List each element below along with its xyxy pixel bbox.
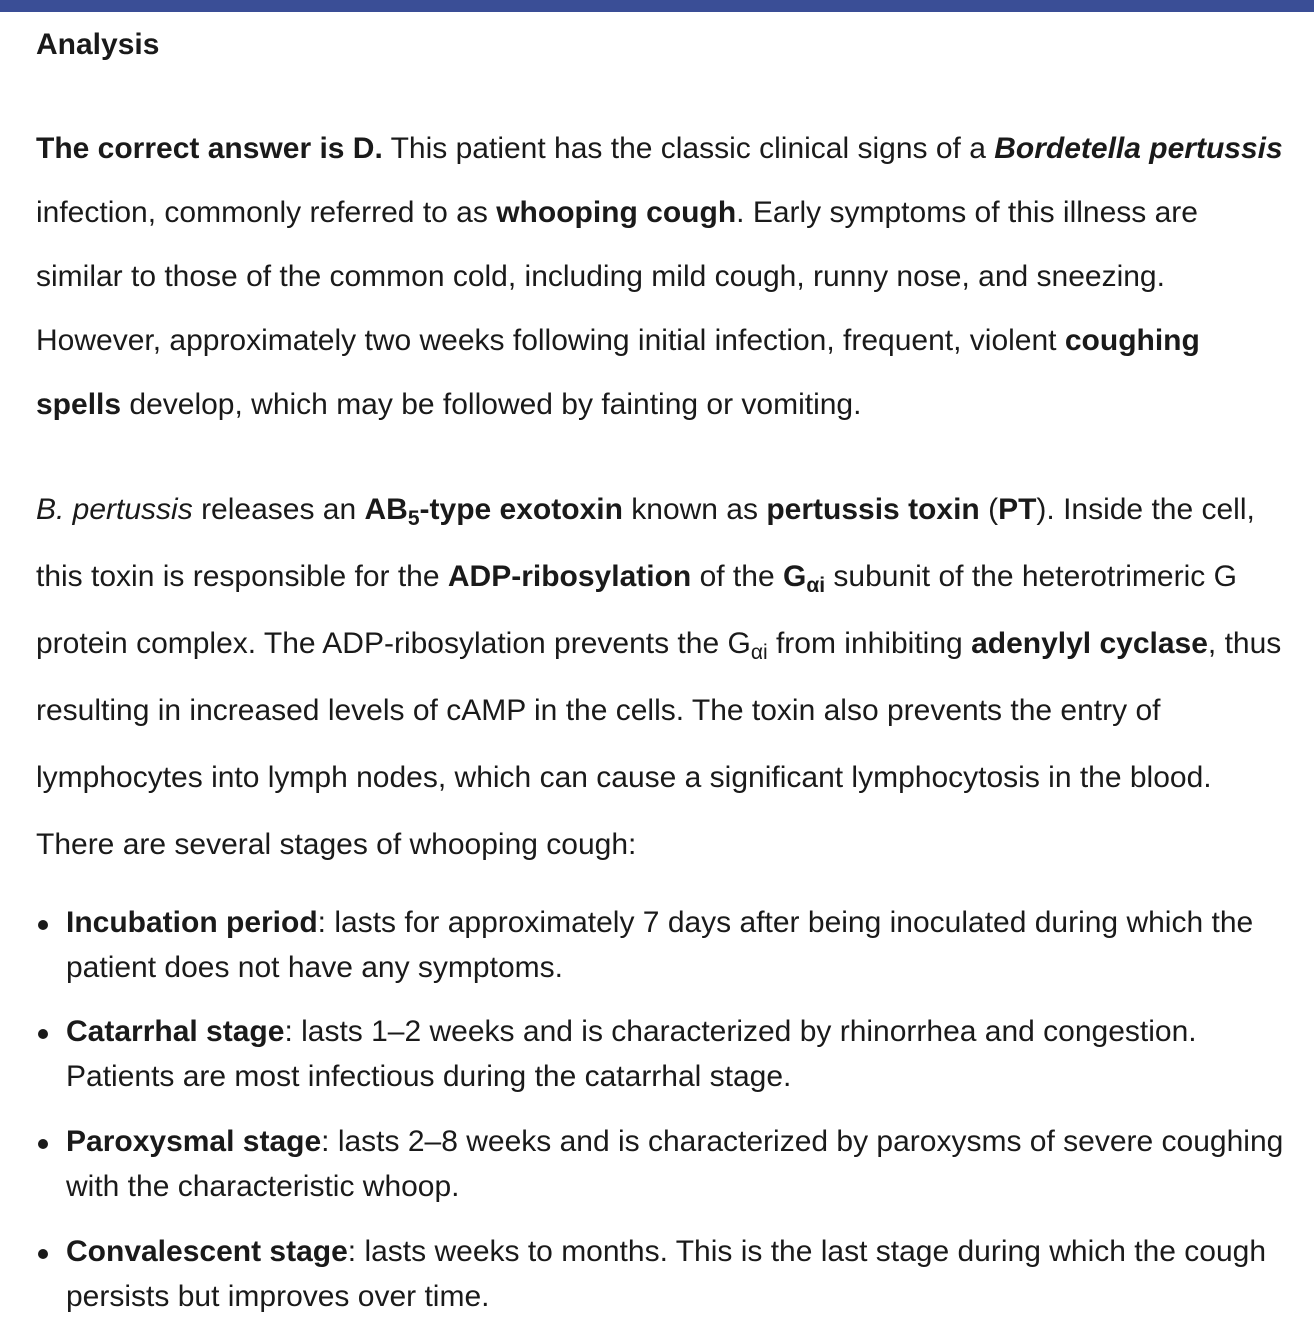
stage-description: : lasts 1–2 weeks and is characterized by rhinorrhea and congestion. Patients are most infectious during the catarrhal stage. [66, 1015, 1197, 1093]
toxin-name: pertussis toxin [766, 493, 980, 526]
toxin-type-rest: -type exotoxin [419, 493, 623, 526]
stage-name: Catarrhal stage [66, 1015, 285, 1048]
paragraph-text: develop, which may be followed by fainting or vomiting. [121, 388, 862, 421]
stage-description: : lasts 2–8 weeks and is characterized by paroxysms of severe coughing with the characteristic whoop. [66, 1125, 1284, 1203]
organism-name: Bordetella pertussis [994, 132, 1283, 165]
answer-paragraph [36, 117, 1286, 437]
correct-answer-statement: The correct answer is D. [36, 132, 383, 165]
paragraph-text: known as [622, 493, 767, 526]
toxin-type-subscript: 5 [407, 507, 420, 530]
organism-short-name: B. pertussis [36, 493, 193, 526]
top-accent-bar [0, 0, 1314, 12]
bullet-icon [38, 1139, 48, 1149]
g-letter: G [782, 560, 807, 593]
paragraph-text: . Early symptoms of this illness are similar to those of the common cold, including mild cough, runny nose, and sneezing. However, approximately two weeks following initial infection, frequent, violent [36, 196, 1198, 357]
paragraph-text: , thus resulting in increased levels of cAMP in the cells. The toxin also prevents the entry of lymphocytes into lymph nodes, which can cause a significant lymphocytosis in the blood. There are several stages of whooping cough: [36, 627, 1282, 861]
key-term: coughing spells [36, 324, 1200, 421]
paragraph-text: of the [691, 560, 783, 593]
g-subscript: αi [750, 641, 768, 664]
stage-name: Incubation period [66, 906, 318, 939]
paragraph-text: ( [979, 493, 999, 526]
bullet-icon [38, 1029, 48, 1039]
stage-name: Paroxysmal stage [66, 1125, 322, 1158]
analysis-heading: Analysis [36, 28, 160, 61]
g-letter: G [727, 627, 751, 660]
paragraph-text: subunit of the heterotrimeric G protein complex. The ADP-ribosylation prevents the [36, 560, 1237, 660]
g-alpha-i-subunit [782, 560, 826, 597]
stage-description: : lasts for approximately 7 days after being inoculated during which the patient does not have any symptoms. [66, 906, 1254, 984]
bullet-icon [38, 920, 48, 930]
mechanism-paragraph [36, 476, 1286, 878]
key-term: ADP-ribosylation [447, 560, 692, 593]
stage-description: : lasts weeks to months. This is the last stage during which the cough persists but improves over time. [66, 1235, 1267, 1313]
toxin-abbreviation: PT [998, 493, 1037, 526]
paragraph-text: This patient has the classic clinical signs of a [382, 132, 995, 165]
paragraph-text: releases an [192, 493, 365, 526]
paragraph-text: ). Inside the cell, this toxin is responsible for the [36, 493, 1255, 593]
paragraph-text: from inhibiting [767, 627, 972, 660]
g-alpha-i-subunit-plain [727, 627, 768, 664]
paragraph-text: infection, commonly referred to as [36, 196, 497, 229]
toxin-type-ab: AB [364, 493, 408, 526]
g-subscript: αi [806, 574, 826, 597]
enzyme-name: adenylyl cyclase [971, 627, 1208, 660]
disease-name: whooping cough [496, 196, 737, 229]
bullet-icon [38, 1249, 48, 1259]
toxin-type [364, 493, 623, 530]
stage-name: Convalescent stage [66, 1235, 348, 1268]
